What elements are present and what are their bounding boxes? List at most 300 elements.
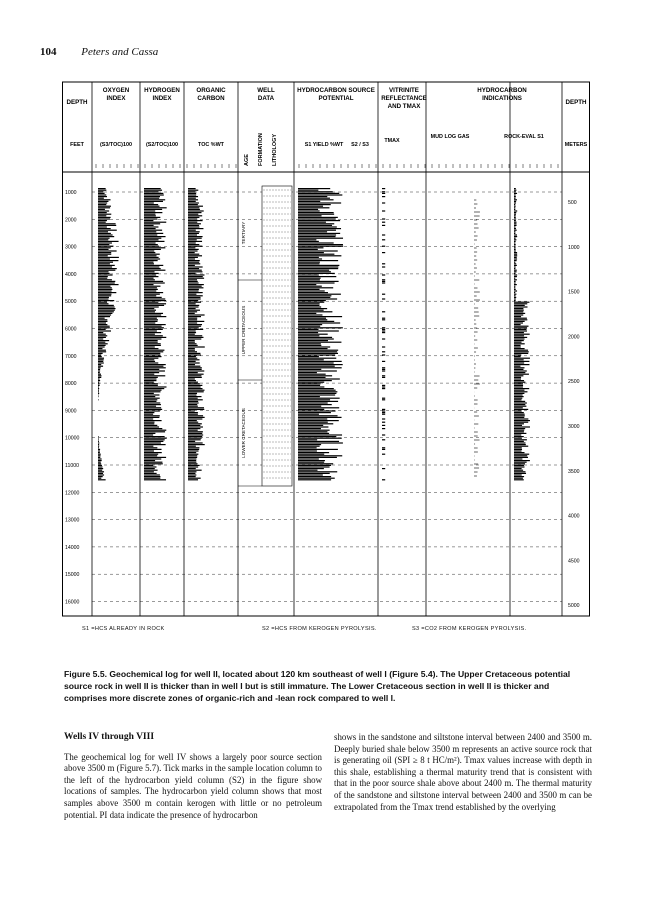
log-trace-bar — [144, 444, 166, 445]
log-trace-bar — [298, 255, 341, 256]
log-trace-bar — [298, 454, 324, 455]
log-trace-bar — [298, 439, 317, 440]
log-trace-bar — [188, 252, 195, 253]
log-trace-bar — [144, 234, 157, 235]
log-trace-bar — [98, 310, 115, 311]
log-trace-bar — [98, 297, 109, 298]
log-trace-bar — [188, 382, 198, 383]
log-trace-bar — [98, 345, 106, 346]
log-trace-bar — [98, 446, 99, 447]
depth-feet-label: 14000 — [65, 544, 80, 551]
log-trace-bar — [188, 433, 202, 434]
log-trace-bar — [144, 449, 162, 450]
log-trace-bar — [188, 284, 204, 285]
log-trace-bar — [144, 188, 161, 189]
log-trace-bar — [98, 470, 102, 471]
log-trace-bar — [144, 441, 163, 442]
log-trace-bar — [98, 438, 99, 439]
log-trace-bar — [514, 298, 516, 299]
log-trace-bar — [298, 462, 324, 463]
log-trace-bar — [514, 340, 524, 341]
log-trace-bar — [98, 330, 111, 331]
log-trace-bar — [98, 236, 114, 237]
log-trace-bar — [514, 199, 517, 200]
log-trace-bar — [514, 366, 520, 367]
log-trace-bar — [188, 244, 199, 245]
log-trace-bar — [382, 409, 385, 410]
log-trace-bar — [144, 217, 160, 218]
log-trace-bar — [144, 226, 158, 227]
log-trace-bar — [298, 284, 316, 285]
log-trace-bar — [98, 258, 110, 259]
log-trace-bar — [514, 198, 516, 199]
log-trace-bar — [298, 313, 316, 314]
log-trace-bar — [382, 274, 385, 275]
log-trace-bar — [188, 354, 201, 355]
log-trace-bar — [188, 410, 195, 411]
log-trace-bar — [98, 362, 104, 363]
log-trace-bar — [98, 327, 110, 328]
log-trace-bar — [188, 439, 201, 440]
log-trace-bar — [144, 191, 158, 192]
log-trace-bar — [298, 297, 330, 298]
log-trace-bar — [144, 254, 160, 255]
log-trace-bar — [298, 220, 340, 221]
log-trace-bar — [144, 278, 154, 279]
log-trace-bar — [298, 306, 321, 307]
log-trace-bar — [188, 206, 203, 207]
log-trace-bar — [514, 306, 527, 307]
log-trace-bar — [188, 391, 204, 392]
log-trace-bar — [188, 314, 205, 315]
log-trace-bar — [298, 457, 337, 458]
log-trace-bar — [144, 463, 163, 464]
log-trace-bar — [98, 244, 109, 245]
log-trace-bar — [144, 194, 164, 195]
log-trace-bar — [98, 254, 111, 255]
log-trace-bar — [144, 402, 160, 403]
log-trace-bar — [298, 380, 332, 381]
log-trace-bar — [144, 337, 166, 338]
log-trace-bar — [98, 273, 110, 274]
log-trace-bar — [514, 478, 523, 479]
log-trace-bar — [144, 457, 166, 458]
column-title-toc: CARBON — [197, 95, 225, 102]
log-trace-bar — [298, 314, 322, 315]
log-trace-bar — [144, 230, 162, 231]
log-trace-bar — [514, 468, 522, 469]
log-trace-bar — [298, 478, 335, 479]
log-trace-bar — [188, 310, 200, 311]
log-trace-bar — [514, 423, 524, 424]
log-trace-bar — [188, 358, 197, 359]
log-trace-bar — [298, 385, 320, 386]
log-trace-bar — [188, 326, 201, 327]
log-trace-bar — [382, 385, 385, 386]
log-trace-bar — [298, 423, 333, 424]
log-trace-bar — [382, 370, 385, 371]
log-trace-bar — [188, 268, 199, 269]
log-trace-bar — [382, 210, 385, 211]
log-trace-bar — [98, 466, 102, 467]
log-trace-bar — [98, 343, 108, 344]
log-trace-bar — [514, 354, 521, 355]
log-trace-bar — [98, 281, 115, 282]
log-trace-bar — [298, 474, 323, 475]
log-trace-bar — [98, 474, 104, 475]
log-trace-bar — [298, 335, 319, 336]
column-subtitle-hsp: S1 YIELD %WT — [304, 142, 344, 148]
depth-meter-label: 2500 — [568, 379, 580, 386]
log-trace-bar — [98, 220, 107, 221]
log-trace-bar — [98, 319, 107, 320]
log-trace-bar — [98, 188, 106, 189]
log-trace-bar — [298, 350, 338, 351]
log-trace-bar — [98, 329, 106, 330]
log-trace-bar — [514, 353, 528, 354]
log-trace-bar — [298, 442, 343, 443]
log-trace-bar — [144, 474, 160, 475]
log-trace-bar — [514, 255, 517, 256]
log-trace-bar — [188, 351, 197, 352]
log-trace-bar — [514, 258, 517, 259]
depth-feet-label: 4000 — [65, 271, 77, 278]
log-trace-bar — [144, 318, 157, 319]
log-trace-bar — [98, 214, 111, 215]
log-trace-bar — [98, 284, 119, 285]
log-trace-bar — [514, 348, 525, 349]
log-trace-bar — [188, 462, 196, 463]
log-trace-bar — [188, 455, 197, 456]
log-trace-bar — [514, 343, 525, 344]
log-trace-bar — [188, 394, 196, 395]
log-trace-bar — [514, 374, 529, 375]
log-trace-bar — [298, 270, 329, 271]
log-trace-bar — [298, 278, 321, 279]
log-trace-bar — [98, 225, 116, 226]
log-trace-bar — [298, 276, 336, 277]
log-trace-bar — [188, 233, 199, 234]
log-trace-bar — [298, 374, 326, 375]
log-trace-bar — [514, 217, 516, 218]
log-trace-bar — [298, 225, 332, 226]
log-trace-bar — [188, 478, 201, 479]
log-trace-bar — [298, 391, 337, 392]
column-subtitle-hsp: S2 / S3 — [351, 142, 369, 148]
log-trace-bar — [98, 279, 112, 280]
log-trace-bar — [514, 422, 528, 423]
log-trace-bar — [298, 369, 321, 370]
log-trace-bar — [144, 396, 155, 397]
depth-feet-label: 13000 — [65, 517, 80, 524]
log-trace-bar — [188, 230, 196, 231]
log-trace-bar — [514, 215, 516, 216]
log-trace-bar — [514, 297, 516, 298]
log-trace-bar — [188, 228, 203, 229]
log-trace-bar — [144, 434, 153, 435]
log-trace-bar — [382, 222, 385, 223]
log-trace-bar — [514, 260, 517, 261]
depth-feet-label: 9000 — [65, 408, 77, 415]
log-trace-bar — [514, 369, 523, 370]
log-trace-bar — [188, 231, 200, 232]
log-trace-bar — [188, 450, 199, 451]
age-label: UPPER CRETACEOUS — [241, 305, 246, 355]
log-trace-bar — [188, 257, 198, 258]
log-trace-bar — [188, 217, 199, 218]
column-title-hi: INDEX — [152, 95, 172, 102]
log-trace-bar — [98, 471, 104, 472]
log-trace-bar — [298, 402, 328, 403]
log-trace-bar — [382, 202, 385, 203]
log-trace-bar — [188, 188, 196, 189]
log-trace-bar — [144, 454, 158, 455]
log-trace-bar — [98, 303, 109, 304]
log-trace-bar — [382, 266, 385, 267]
log-trace-bar — [298, 300, 326, 301]
log-trace-bar — [514, 196, 516, 197]
log-trace-bar — [144, 190, 162, 191]
log-trace-bar — [98, 234, 113, 235]
log-trace-bar — [98, 206, 111, 207]
log-trace-bar — [98, 305, 114, 306]
log-trace-bar — [98, 388, 99, 389]
log-trace-bar — [188, 337, 203, 338]
column-subtitle-hc: ROCK-EVAL S1 — [504, 134, 544, 140]
depth-feet-label: 6000 — [65, 326, 77, 333]
log-trace-bar — [298, 290, 325, 291]
log-trace-bar — [144, 425, 157, 426]
column-title-toc: ORGANIC — [196, 87, 226, 94]
log-trace-bar — [298, 326, 320, 327]
log-trace-bar — [144, 206, 160, 207]
log-trace-bar — [514, 386, 523, 387]
log-trace-bar — [98, 385, 100, 386]
log-trace-bar — [188, 345, 198, 346]
log-trace-bar — [188, 193, 196, 194]
log-trace-bar — [298, 449, 338, 450]
log-trace-bar — [188, 447, 199, 448]
log-trace-bar — [98, 337, 106, 338]
log-trace-bar — [514, 305, 525, 306]
log-trace-bar — [188, 222, 197, 223]
log-trace-bar — [514, 346, 521, 347]
log-trace-bar — [188, 226, 199, 227]
log-trace-bar — [188, 449, 199, 450]
log-trace-bar — [144, 311, 155, 312]
log-trace-bar — [144, 324, 166, 325]
log-trace-bar — [382, 298, 385, 299]
log-trace-bar — [188, 441, 195, 442]
log-trace-bar — [514, 399, 522, 400]
log-trace-bar — [514, 222, 517, 223]
log-trace-bar — [144, 462, 162, 463]
log-trace-bar — [382, 338, 385, 339]
log-trace-bar — [298, 247, 323, 248]
log-trace-bar — [98, 201, 108, 202]
log-trace-bar — [144, 414, 153, 415]
log-trace-bar — [514, 228, 516, 229]
log-trace-bar — [144, 431, 165, 432]
log-trace-bar — [298, 292, 328, 293]
log-trace-bar — [188, 369, 202, 370]
log-trace-bar — [144, 313, 163, 314]
log-trace-bar — [188, 430, 198, 431]
log-trace-bar — [382, 246, 385, 247]
log-trace-bar — [188, 388, 202, 389]
log-trace-bar — [298, 433, 329, 434]
log-trace-bar — [98, 462, 101, 463]
log-trace-bar — [382, 188, 385, 189]
depth-feet-label: 2000 — [65, 217, 77, 224]
log-trace-bar — [98, 265, 115, 266]
log-trace-bar — [188, 372, 198, 373]
log-trace-bar — [188, 378, 195, 379]
log-trace-bar — [144, 284, 154, 285]
log-trace-bar — [514, 249, 516, 250]
log-trace-bar — [188, 414, 198, 415]
log-trace-bar — [188, 204, 198, 205]
log-trace-bar — [298, 273, 335, 274]
log-trace-bar — [144, 338, 161, 339]
log-trace-bar — [188, 239, 197, 240]
log-trace-bar — [382, 346, 385, 347]
log-trace-bar — [98, 326, 110, 327]
log-trace-bar — [298, 430, 330, 431]
log-trace-bar — [514, 471, 525, 472]
depth-feet-label: 3000 — [65, 244, 77, 251]
log-trace-bar — [298, 188, 330, 189]
log-trace-bar — [98, 308, 116, 309]
log-trace-bar — [144, 345, 161, 346]
log-trace-bar — [188, 305, 199, 306]
log-trace-bar — [382, 468, 385, 469]
log-trace-bar — [188, 278, 204, 279]
log-trace-bar — [514, 270, 517, 271]
log-trace-bar — [144, 346, 155, 347]
log-trace-bar — [298, 420, 339, 421]
log-trace-bar — [188, 335, 202, 336]
log-trace-bar — [188, 308, 196, 309]
log-trace-bar — [188, 473, 195, 474]
log-trace-bar — [98, 193, 105, 194]
log-trace-bar — [188, 338, 201, 339]
log-trace-bar — [144, 364, 166, 365]
log-trace-bar — [144, 375, 165, 376]
log-trace-bar — [298, 260, 338, 261]
log-trace-bar — [382, 354, 385, 355]
log-trace-bar — [514, 415, 525, 416]
log-trace-bar — [144, 327, 164, 328]
log-trace-bar — [144, 247, 165, 248]
log-trace-bar — [144, 314, 161, 315]
log-trace-bar — [514, 289, 516, 290]
log-trace-bar — [144, 210, 155, 211]
figure-caption: Figure 5.5. Geochemical log for well II, located about 120 km southeast of well I (Figure 5.4). The Upper Cretaceous potential source rock in well II is thicker than in well I but is still immature. The Lower Cretaceous section in well II is thicker and comprises more discrete zones of organic-rich and -lean rock compared to well I. — [64, 669, 571, 703]
log-trace-bar — [298, 476, 331, 477]
log-trace-bar — [98, 321, 107, 322]
log-trace-bar — [298, 466, 330, 467]
log-trace-bar — [298, 409, 324, 410]
log-trace-bar — [298, 446, 320, 447]
log-trace-bar — [188, 452, 196, 453]
log-trace-bar — [298, 279, 320, 280]
log-trace-bar — [514, 322, 523, 323]
log-trace-bar — [144, 222, 166, 223]
column-title-vr: VITRINITE — [389, 87, 419, 94]
log-trace-bar — [98, 266, 112, 267]
log-trace-bar — [514, 318, 527, 319]
log-trace-bar — [298, 465, 331, 466]
log-trace-bar — [298, 234, 336, 235]
log-trace-bar — [514, 350, 528, 351]
log-trace-bar — [298, 447, 317, 448]
log-trace-bar — [188, 263, 200, 264]
log-trace-bar — [188, 428, 200, 429]
log-trace-bar — [514, 274, 517, 275]
log-trace-bar — [514, 247, 516, 248]
log-trace-bar — [298, 358, 336, 359]
log-trace-bar — [298, 361, 342, 362]
log-trace-bar — [514, 385, 523, 386]
log-trace-bar — [98, 353, 103, 354]
log-trace-bar — [98, 468, 103, 469]
log-trace-bar — [188, 377, 202, 378]
log-trace-bar — [144, 257, 159, 258]
log-trace-bar — [514, 236, 517, 237]
log-trace-bar — [144, 478, 160, 479]
log-trace-bar — [298, 388, 334, 389]
log-trace-bar — [382, 196, 385, 197]
running-header — [40, 46, 158, 58]
log-trace-bar — [98, 359, 104, 360]
log-trace-bar — [188, 300, 198, 301]
log-trace-bar — [298, 206, 323, 207]
log-trace-bar — [188, 412, 198, 413]
log-trace-bar — [144, 246, 159, 247]
log-trace-bar — [98, 294, 111, 295]
log-trace-bar — [298, 401, 338, 402]
log-trace-bar — [298, 249, 318, 250]
log-trace-bar — [514, 460, 530, 461]
log-trace-bar — [382, 412, 385, 413]
log-trace-bar — [298, 239, 316, 240]
running-authors: Peters and Cassa — [81, 46, 159, 58]
log-trace-bar — [98, 340, 109, 341]
log-trace-bar — [514, 262, 515, 263]
log-trace-bar — [298, 244, 343, 245]
log-trace-bar — [514, 292, 515, 293]
log-trace-bar — [98, 233, 111, 234]
log-trace-bar — [144, 390, 162, 391]
log-trace-bar — [98, 290, 112, 291]
log-trace-bar — [144, 241, 164, 242]
log-trace-bar — [144, 369, 159, 370]
log-trace-bar — [298, 436, 336, 437]
log-trace-bar — [514, 334, 530, 335]
log-trace-bar — [144, 420, 162, 421]
log-trace-bar — [144, 295, 156, 296]
log-trace-bar — [514, 239, 516, 240]
log-trace-bar — [188, 286, 202, 287]
log-trace-bar — [298, 271, 331, 272]
log-trace-bar — [144, 377, 158, 378]
log-trace-bar — [144, 204, 158, 205]
column-subtitle-well: FORMATION — [258, 133, 264, 166]
log-trace-bar — [298, 198, 330, 199]
log-trace-bar — [298, 218, 336, 219]
log-trace-bar — [298, 212, 334, 213]
